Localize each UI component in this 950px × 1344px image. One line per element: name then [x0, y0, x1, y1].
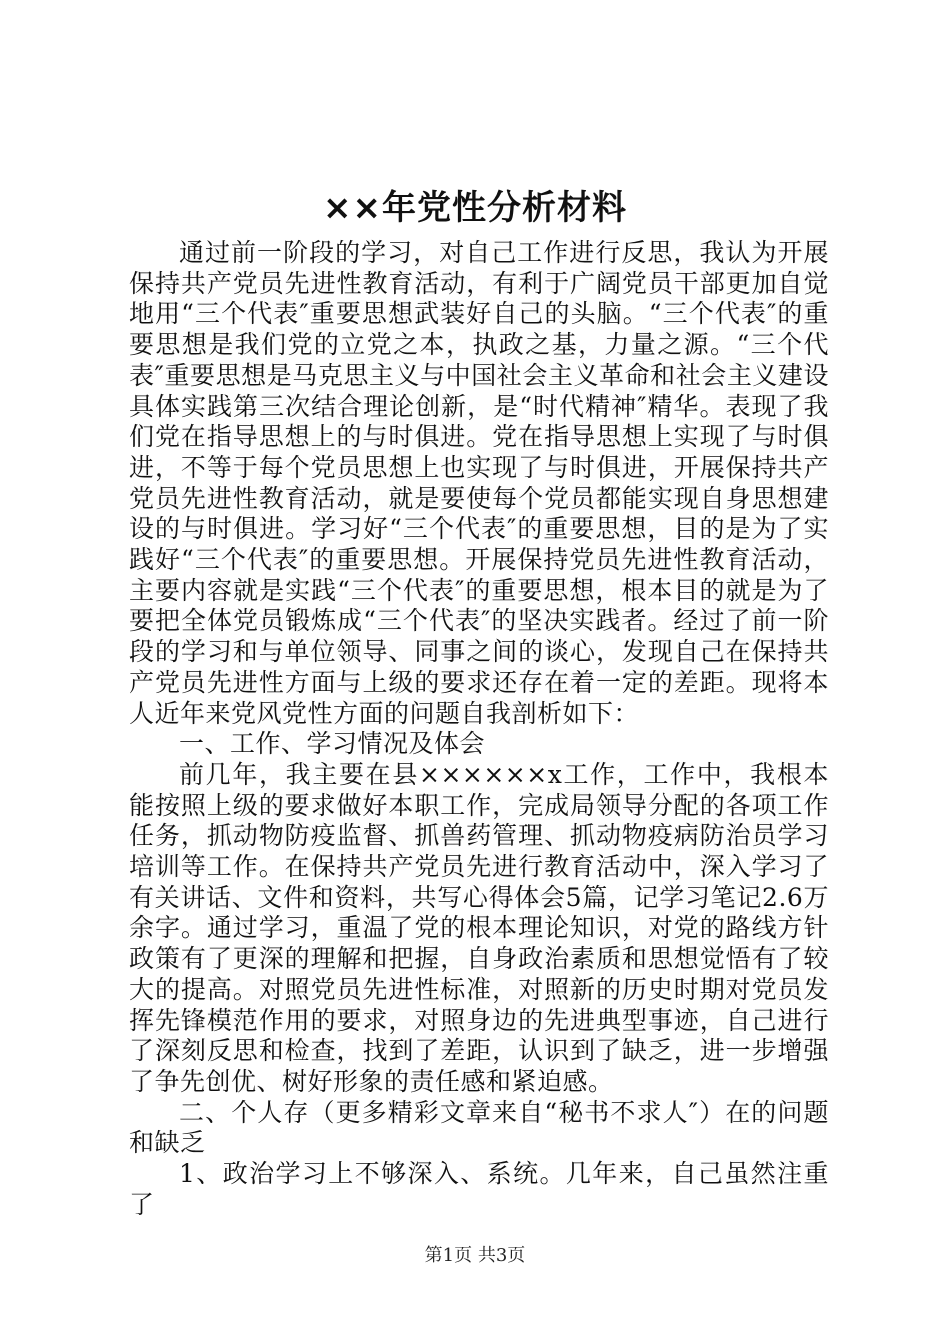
section-heading-1: 一、工作、学习情况及体会 — [179, 729, 486, 759]
page-number: 第1页 共3页 — [424, 1245, 526, 1266]
section-heading-2: 二、个人存（更多精彩文章来自“秘书不求人″）在的问题和缺乏 — [129, 1097, 829, 1158]
paragraph-intro: 通过前一阶段的学习，对自己工作进行反思，我认为开展保持共产党员先进性教育活动，有利于广阔党员干部更加自觉地用“三个代表″重要思想武装好自己的头脑。“三个代表″的重要思想是我们党的立党之本，执政之基，力量之源。“三个代表″重要思想是马克思主义与中国社会主义革命和社会主义建设具体实践第三次结合理论创新，是“时代精神″精华。表现了我们党在指导思想上的与时俱进。党在指导思想上实现了与时俱进，不等于每个党员思想上也实现了与时俱进，开展保持共产党员先进性教育活动，就是要使每个党员都能实现自身思想建设的与时俱进。学习好“三个代表″的重要思想，目的是为了实践好“三个代表″的重要思想。开展保持党员先进性教育活动，主要内容就是实践“三个代表″的重要思想，根本目的就是为了要把全体党员锻炼成“三个代表″的坚决实践者。经过了前一阶段的学习和与单位领导、同事之间的谈心，发现自己在保持共产党员先进性方面与上级的要求还存在着一定的差距。现将本人近年来党风党性方面的问题自我剖析如下： — [129, 238, 829, 728]
document-body — [129, 238, 829, 1221]
paragraph-work-study: 前几年，我主要在县××××××x工作，工作中，我根本能按照上级的要求做好本职工作，完成局领导分配的各项工作任务，抓动物防疫监督、抓兽药管理、抓动物疫病防治员学习培训等工作。在保持共产党员先进行教育活动中，深入学习了有关讲话、文件和资料，共写心得体会5篇，记学习笔记2.6万余字。通过学习，重温了党的根本理论知识，对党的路线方针政策有了更深的理解和把握，自身政治素质和思想觉悟有了较大的提高。对照党员先进性标准，对照新的历史时期对党员发挥先锋模范作用的要求，对照身边的先进典型事迹，自己进行了深刻反思和检查，找到了差距，认识到了缺乏，进一步增强了争先创优、树好形象的责任感和紧迫感。 — [129, 759, 829, 1096]
document-title: ××年党性分析材料 — [323, 188, 627, 228]
paragraph-problem-1: 1、政治学习上不够深入、系统。几年来，自己虽然注重了 — [129, 1159, 829, 1219]
